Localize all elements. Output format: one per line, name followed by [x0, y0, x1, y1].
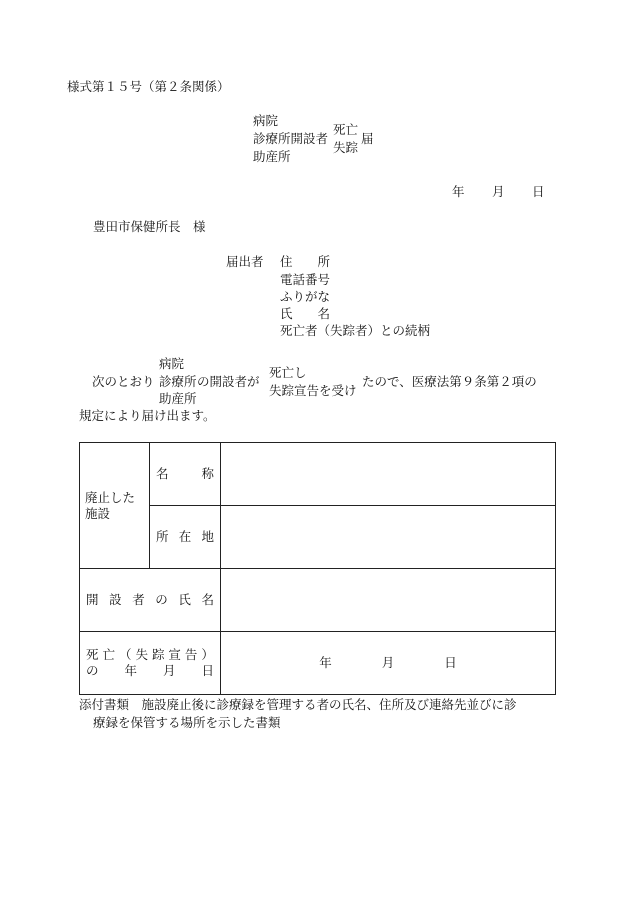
body-facility-clinic: 診療所: [159, 374, 197, 389]
addressee: 豊田市保健所長 様: [93, 219, 206, 234]
facility-location-label: 所 在 地: [150, 506, 221, 569]
notifier-furigana-label: ふりがな: [280, 289, 331, 304]
table-date-year: 年: [319, 654, 332, 670]
body-middle: の開設者が: [197, 374, 260, 389]
notifier-name-label: 氏 名: [280, 306, 331, 321]
body-prefix: 次のとおり: [92, 374, 155, 389]
closed-facility-label: 廃止した施設: [80, 443, 150, 569]
title-facility-midwifery: 助産所: [253, 149, 291, 164]
notifier-phone-label: 電話番号: [280, 272, 331, 287]
form-number: 様式第１５号（第２条関係）: [67, 79, 230, 94]
title-facility-clinic: 診療所開設者: [253, 131, 329, 146]
facility-name-label: 名 称: [150, 443, 221, 506]
table-date-day: 日: [444, 654, 457, 670]
body-facility-midwifery: 助産所: [159, 391, 197, 406]
attachment-line1: 添付書類 施設廃止後に診療録を管理する者の氏名、住所及び連絡先並びに診: [79, 697, 517, 712]
date-year: 年: [452, 184, 465, 199]
body-facility-hospital: 病院: [159, 356, 185, 371]
facility-location-field[interactable]: [221, 506, 556, 569]
death-date-label: 死 亡 （ 失 踪 宣 告 ） の 年 月 日: [80, 632, 221, 695]
founder-name-label: 開 設 者 の 氏 名: [80, 569, 221, 632]
body-event-disappearance: 失踪宣告を受け: [269, 383, 357, 398]
date-day: 日: [532, 184, 545, 199]
table-date-month: 月: [381, 654, 395, 670]
title-event-disappearance: 失踪: [333, 140, 359, 155]
facility-name-field[interactable]: [221, 443, 556, 506]
date-month: 月: [492, 184, 505, 199]
attachment-line2: 療録を保管する場所を示した書類: [93, 715, 281, 730]
death-date-field[interactable]: [221, 632, 556, 695]
notification-table: [79, 442, 556, 695]
founder-name-field[interactable]: [221, 569, 556, 632]
notifier-label: 届出者: [226, 254, 264, 269]
body-suffix: たので、医療法第９条第２項の: [362, 374, 537, 389]
body-line2: 規定により届け出ます。: [79, 408, 216, 423]
notifier-relation-label: 死亡者（失踪者）との続柄: [280, 323, 431, 338]
notifier-address-label: 住 所: [280, 254, 331, 269]
title-event-death: 死亡: [333, 122, 359, 137]
body-event-death: 死亡し: [269, 365, 307, 380]
title-suffix: 届: [361, 131, 374, 146]
title-facility-hospital: 病院: [253, 113, 279, 128]
